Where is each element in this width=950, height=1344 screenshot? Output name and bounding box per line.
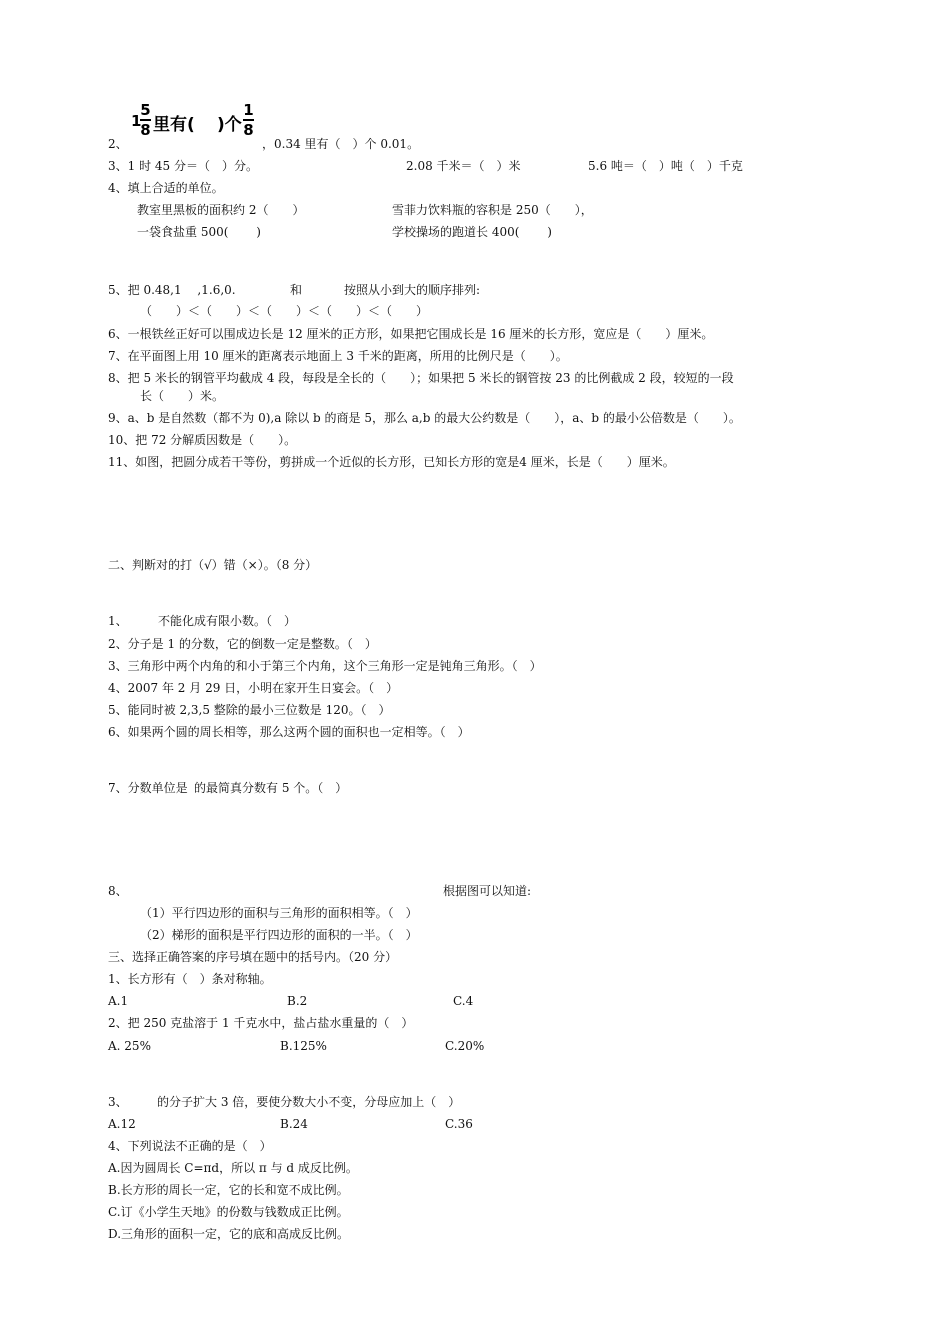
q9: 9、a、b 是自然数（都不为 0),a 除以 b 的商是 5，那么 a,b 的最大公约数是（ ），a、b 的最小公倍数是（ ）。: [108, 411, 741, 425]
q4-blackboard: 教室里黑板的面积约 2（ ）: [137, 203, 305, 217]
fraction-denominator: 8: [243, 121, 254, 139]
j2: 2、分子是 1 的分数，它的倒数一定是整数。（ ）: [108, 637, 377, 651]
j1-prefix: 1、: [108, 614, 128, 628]
q5-blanks: （ ）＜（ ）＜（ ）＜（ ）＜（ ）: [140, 304, 429, 318]
j3: 3、三角形中两个内角的和小于第三个内角，这个三角形一定是钝角三角形。（ ）: [108, 659, 542, 673]
c3-option-a: A.12: [108, 1117, 136, 1131]
c2-option-c: C.20%: [445, 1039, 485, 1053]
j8-text: 根据图可以知道:: [443, 884, 532, 898]
q3-km: 2.08 千米＝（ ）米: [406, 159, 521, 173]
q8-line1: 8、把 5 米长的钢管平均截成 4 段，每段是全长的（ ）；如果把 5 米长的钢管按 23 的比例截成 2 段，较短的一段: [108, 371, 734, 385]
q6: 6、一根铁丝正好可以围成边长是 12 厘米的正方形，如果把它围成长是 16 厘米的长方形，宽应是（ ）厘米。: [108, 327, 714, 341]
q2-prefix: 2、: [108, 137, 128, 151]
fraction-numerator: 1: [243, 101, 254, 119]
c4-option-a: A.因为圆周长 C=πd，所以 π 与 d 成反比例。: [108, 1161, 358, 1175]
c1: 1、长方形有（ ）条对称轴。: [108, 972, 272, 986]
q5-instruction: 按照从小到大的顺序排列:: [344, 283, 481, 297]
q4-bottle: 雪菲力饮料瓶的容积是 250（ ），: [392, 203, 593, 217]
part3-title: 三、选择正确答案的序号填在题中的括号内。（20 分）: [108, 950, 398, 964]
c4-option-b: B.长方形的周长一定，它的长和宽不成比例。: [108, 1183, 349, 1197]
c2: 2、把 250 克盐溶于 1 千克水中，盐占盐水重量的（ ）: [108, 1016, 414, 1030]
fraction-denominator: 8: [140, 121, 151, 139]
q10: 10、把 72 分解质因数是（ ）。: [108, 433, 297, 447]
c1-option-c: C.4: [453, 994, 474, 1008]
q5-numbers: 5、把 0.48,1 ,1.6,0.: [108, 283, 236, 297]
q7: 7、在平面图上用 10 厘米的距离表示地面上 3 千米的距离，所用的比例尺是（ ）。: [108, 349, 568, 363]
j7-prefix: 7、分数单位是: [108, 781, 188, 795]
c4-option-d: D.三角形的面积一定，它的底和高成反比例。: [108, 1227, 350, 1241]
q8-line2: 长（ ）米。: [140, 389, 225, 403]
j4: 4、2007 年 2 月 29 日，小明在家开生日宴会。（ ）: [108, 681, 399, 695]
fraction-paren-close: )个: [217, 115, 242, 135]
c1-option-a: A.1: [108, 994, 129, 1008]
c4: 4、下列说法不正确的是（ ）: [108, 1139, 272, 1153]
q11: 11、如图，把圆分成若干等份，剪拼成一个近似的长方形，已知长方形的宽是4 厘米，长是（ ）厘米。: [108, 455, 675, 469]
j8-prefix: 8、: [108, 884, 128, 898]
c3-option-b: B.24: [280, 1117, 308, 1131]
c4-option-c: C.订《小学生天地》的份数与钱数成正比例。: [108, 1205, 349, 1219]
c3-text: 的分子扩大 3 倍，要使分数大小不变，分母应加上（ ）: [157, 1095, 461, 1109]
j5: 5、能同时被 2,3,5 整除的最小三位数是 120。（ ）: [108, 703, 391, 717]
fraction-numerator: 5: [140, 101, 151, 119]
c2-option-a: A. 25%: [108, 1039, 151, 1053]
part2-title: 二、判断对的打（√）错（×）。（8 分）: [108, 558, 318, 572]
j6: 6、如果两个圆的周长相等，那么这两个圆的面积也一定相等。（ ）: [108, 725, 470, 739]
c1-option-b: B.2: [287, 994, 308, 1008]
q2-text: ，0.34 里有（ ）个 0.01。: [262, 137, 420, 151]
q4-title: 4、填上合适的单位。: [108, 181, 224, 195]
j8-sub2: （2）梯形的面积是平行四边形的面积的一半。（ ）: [140, 928, 418, 942]
fraction-five-eighths: [140, 102, 151, 138]
j8-sub1: （1）平行四边形的面积与三角形的面积相等。（ ）: [140, 906, 418, 920]
mixed-number-whole: 1: [131, 112, 142, 130]
fraction-question-image: [131, 102, 259, 144]
c2-option-b: B.125%: [280, 1039, 327, 1053]
q5-and: 和: [290, 283, 303, 297]
fraction-mid-text: 里有(: [153, 115, 195, 135]
fraction-one-eighth: [243, 102, 254, 138]
q3-ton: 5.6 吨＝（ ）吨（ ）千克: [588, 159, 743, 173]
c3-option-c: C.36: [445, 1117, 473, 1131]
q3-hours: 3、1 时 45 分＝（ ）分。: [108, 159, 258, 173]
j1-text: 不能化成有限小数。（ ）: [158, 614, 297, 628]
j7-text: 的最简真分数有 5 个。（ ）: [194, 781, 348, 795]
q4-salt: 一袋食盐重 500( ): [137, 225, 261, 239]
q4-track: 学校操场的跑道长 400( ): [392, 225, 552, 239]
c3-prefix: 3、: [108, 1095, 128, 1109]
